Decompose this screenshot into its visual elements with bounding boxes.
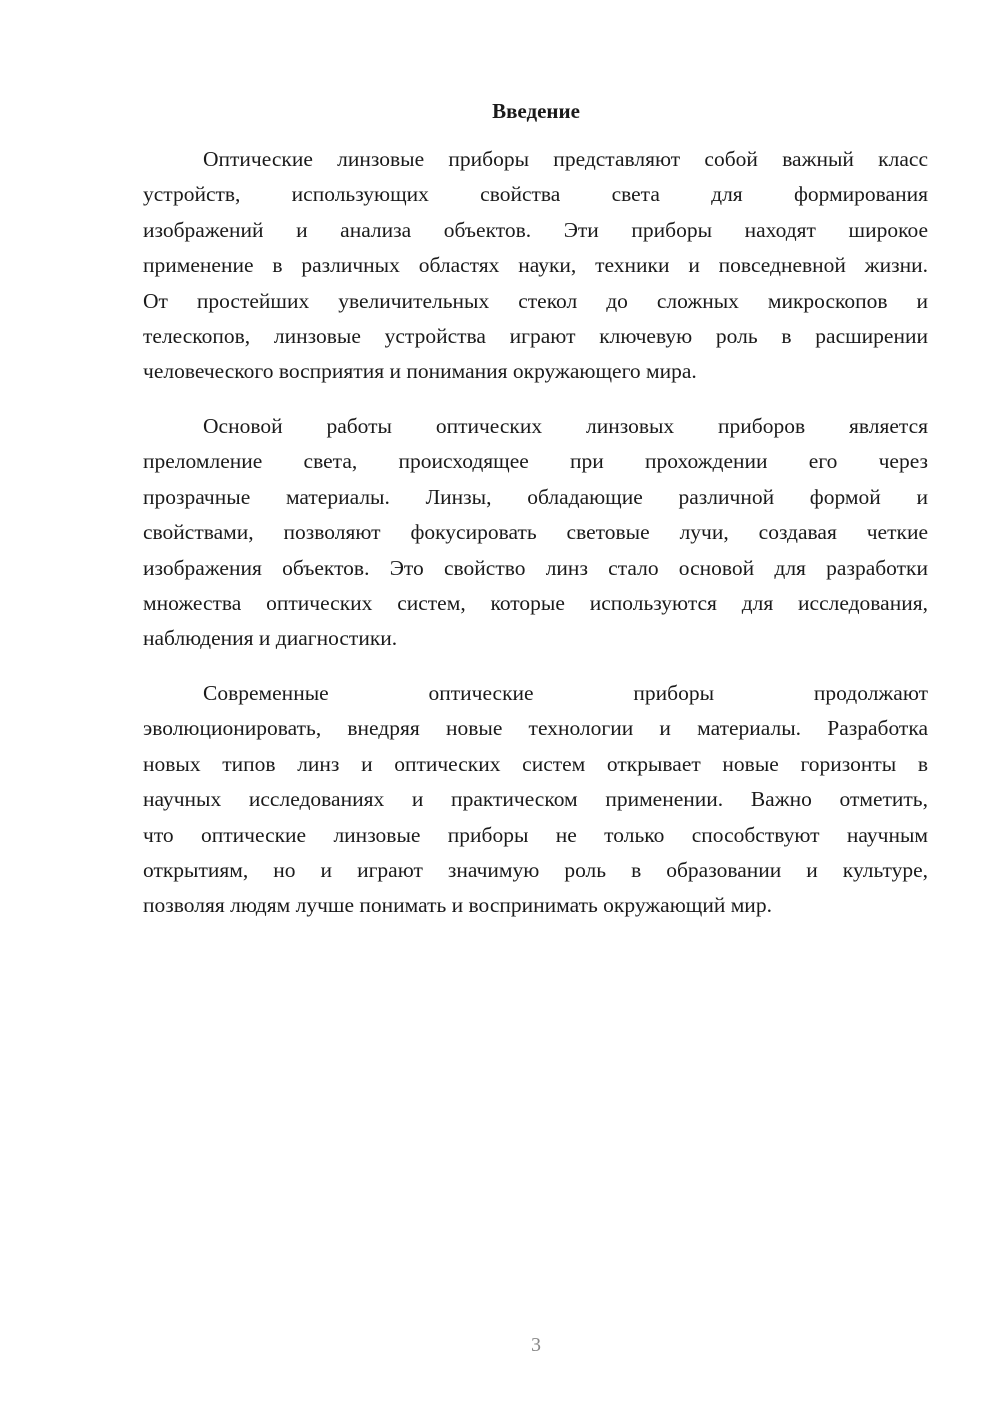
text-line: преломление света, происходящее при прохождении его через (143, 449, 928, 474)
text-line: свойствами, позволяют фокусировать световые лучи, создавая четкие (143, 520, 928, 545)
text-line: Оптические линзовые приборы представляют собой важный класс (203, 147, 928, 171)
text-line: прозрачные материалы. Линзы, обладающие различной формой и (143, 484, 928, 509)
paragraph-1 (143, 142, 928, 390)
text-line: Основой работы оптических линзовых приборов является (203, 414, 928, 438)
text-line: устройств, использующих свойства света для формирования (143, 182, 928, 207)
page-number: 3 (531, 1334, 541, 1356)
text-line: телескопов, линзовые устройства играют ключевую роль в расширении (143, 323, 928, 348)
section-heading: Введение (492, 99, 580, 123)
text-line: что оптические линзовые приборы не только способствуют научным (143, 822, 928, 847)
text-line: изображений и анализа объектов. Эти приборы находят широкое (143, 217, 928, 242)
text-line: научных исследованиях и практическом применении. Важно отметить, (143, 787, 928, 812)
paragraph-2 (143, 409, 928, 657)
text-line: применение в различных областях науки, техники и повседневной жизни. (143, 253, 928, 278)
text-line: изображения объектов. Это свойство линз стало основой для разработки (143, 555, 928, 580)
text-line: новых типов линз и оптических систем открывает новые горизонты в (143, 751, 928, 776)
text-line: множества оптических систем, которые используются для исследования, (143, 590, 928, 615)
text-line: эволюционировать, внедряя новые технологии и материалы. Разработка (143, 716, 928, 741)
text-line: Современные оптические приборы продолжают (203, 681, 928, 705)
text-line: позволяя людям лучше понимать и воспринимать окружающий мир. (143, 893, 772, 918)
text-line: наблюдения и диагностики. (143, 626, 398, 651)
paragraph-3 (143, 676, 928, 924)
text-line: человеческого восприятия и понимания окружающего мира. (143, 359, 697, 384)
text-line: От простейших увеличительных стекол до сложных микроскопов и (143, 288, 928, 313)
text-line: открытиям, но и играют значимую роль в образовании и культуре, (143, 857, 928, 882)
